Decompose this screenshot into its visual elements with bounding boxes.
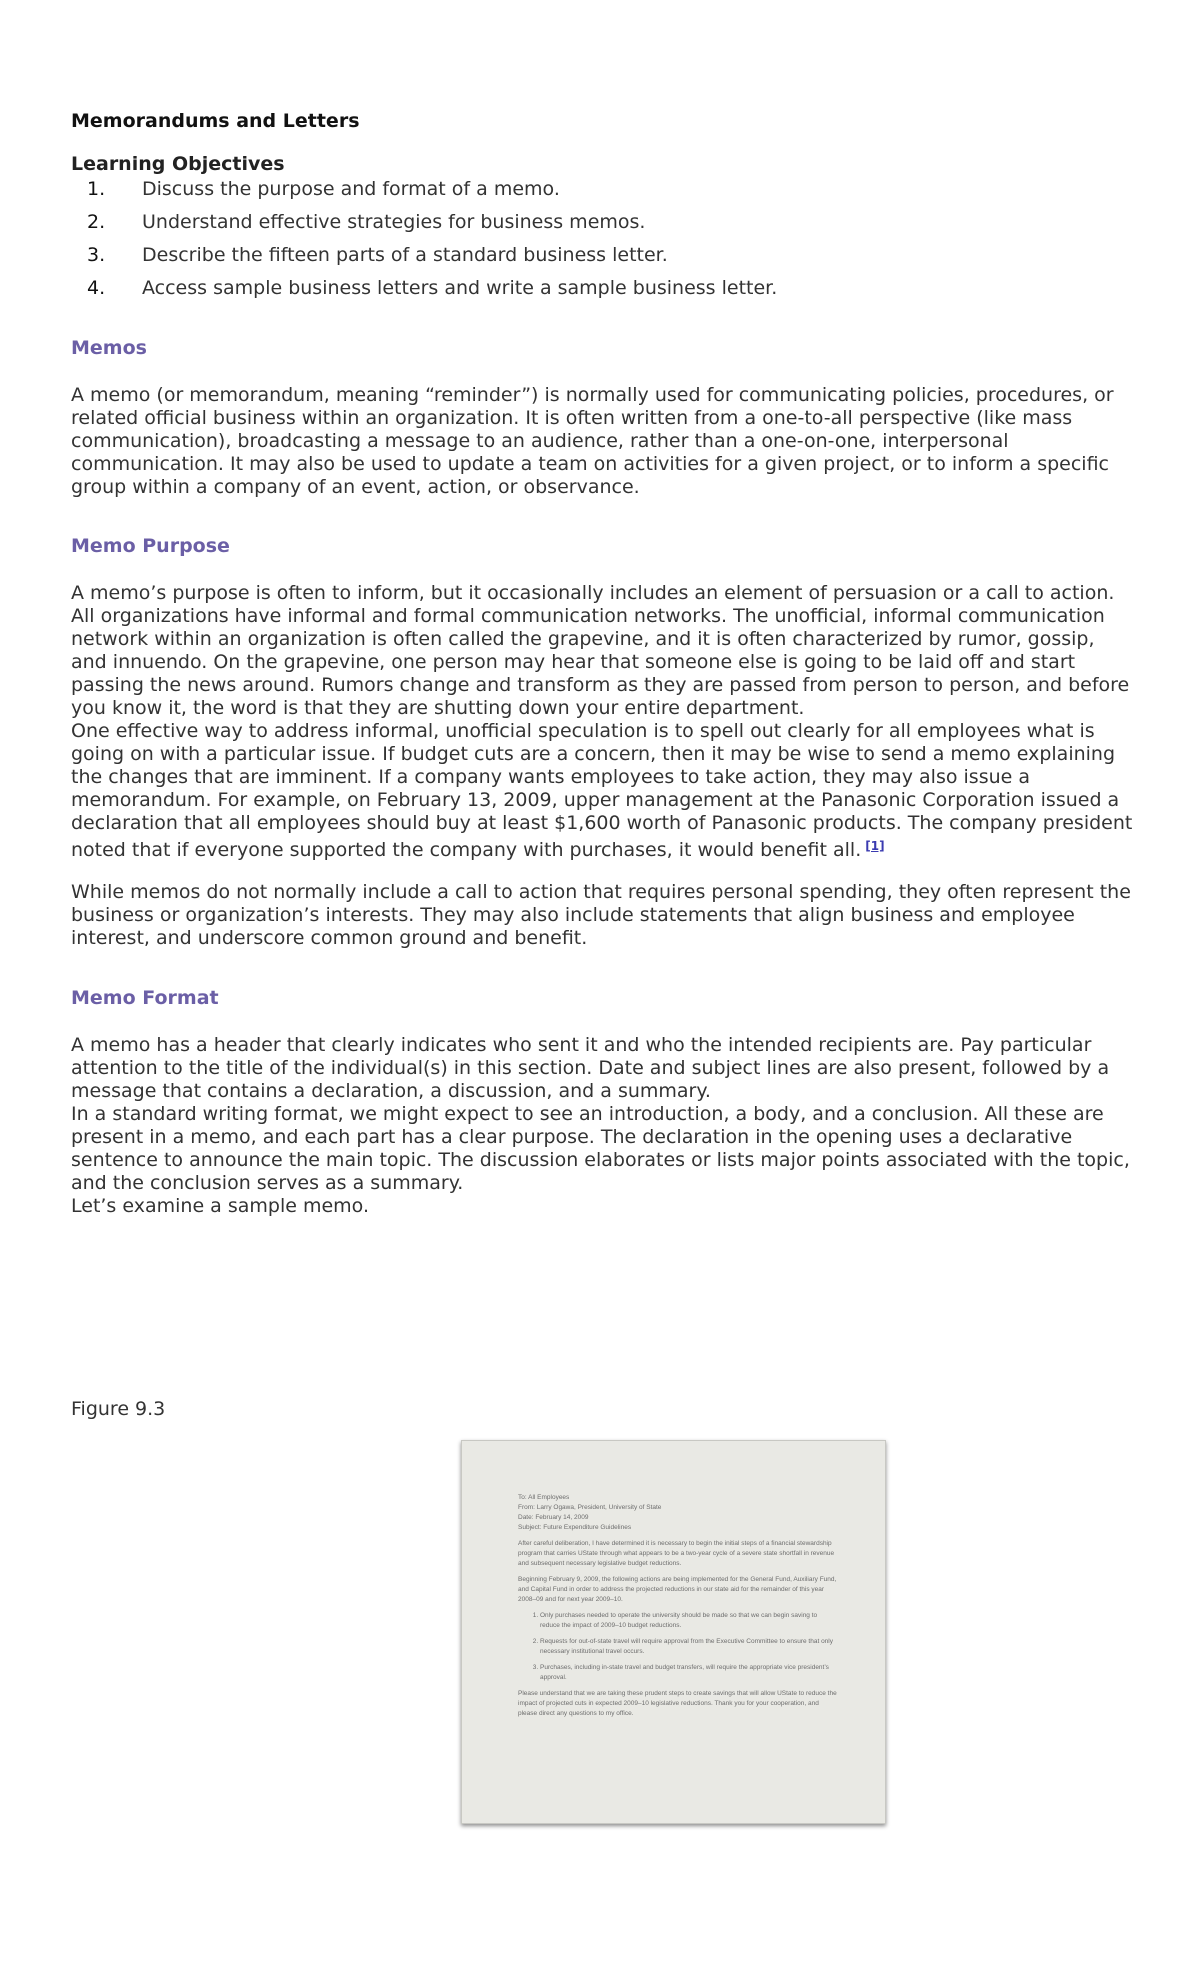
objective-text: Understand effective strategies for business memos. xyxy=(142,211,646,233)
memo-from: From: Larry Ogawa, President, University of State xyxy=(518,1504,662,1511)
memo-purpose-heading: Memo Purpose xyxy=(71,535,230,557)
memo-purpose-paragraph-2 xyxy=(71,720,1135,862)
memo-body-paragraph-1: After careful deliberation, I have determined it is necessary to begin the initial steps of a financial stewardship program that carries UState through what appears to be a two-year cycle of a severe state shortfall in revenue and subsequent necessary legislative budget reductions. xyxy=(518,1540,835,1567)
figure-label: Figure 9.3 xyxy=(71,1398,166,1420)
memo-body-paragraph-3: Please understand that we are taking these prudent steps to create savings that will allow UState to reduce the impact of projected cuts in expected 2009–10 legislative reductions. Thank you for your cooperation, and please direct any questions to my office. xyxy=(518,1690,837,1717)
memo-purpose-paragraph-1: A memo’s purpose is often to inform, but it occasionally includes an element of persuasion or a call to action. All organizations have informal and formal communication networks. The unofficial, informal communication network within an organization is often called the grapevine, and it is often characterized by rumor, gossip, and innuendo. On the grapevine, one person may hear that someone else is going to be laid off and start passing the news around. Rumors change and transform as they are passed from person to person, and before you know it, the word is that they are shutting down your entire department. xyxy=(71,582,1130,719)
memo-action-list xyxy=(518,1611,838,1683)
objective-text: Discuss the purpose and format of a memo. xyxy=(142,178,560,200)
objective-number: 4. xyxy=(87,277,106,299)
memo-format-heading: Memo Format xyxy=(71,987,219,1009)
objective-number: 3. xyxy=(87,244,106,266)
memo-to: To: All Employees xyxy=(518,1494,570,1501)
learning-objectives-heading: Learning Objectives xyxy=(71,153,285,175)
memo-action-item: 1. Only purchases needed to operate the university should be made so that we can begin saving to reduce the impact of 2009–10 budget reductions. xyxy=(540,1611,838,1631)
memos-paragraph: A memo (or memorandum, meaning “reminder”) is normally used for communicating policies, procedures, or related official business within an organization. It is often written from a one-to-all perspective (like mass communication), broadcasting a message to an audience, rather than a one-on-one, interpersonal communication. It may also be used to update a team on activities for a given project, or to inform a specific group within a company of an event, action, or observance. xyxy=(71,384,1114,498)
memo-format-paragraph-2: In a standard writing format, we might expect to see an introduction, a body, and a conclusion. All these are present in a memo, and each part has a clear purpose. The declaration in the opening uses a declarative sentence to announce the main topic. The discussion elaborates or lists major points associated with the topic, and the conclusion serves as a summary. xyxy=(71,1103,1130,1194)
memo-action-item: 3. Purchases, including in-state travel and budget transfers, will require the appropriate vice president’s approval. xyxy=(540,1663,838,1683)
memos-heading: Memos xyxy=(71,337,147,359)
memo-purpose-paragraph-3: While memos do not normally include a call to action that requires personal spending, they often represent the business or organization’s interests. They may also include statements that align business and employee interest, and underscore common ground and benefit. xyxy=(71,881,1131,949)
objective-text: Describe the fifteen parts of a standard business letter. xyxy=(142,244,668,266)
document-title: Memorandums and Letters xyxy=(71,110,360,132)
memo-body-paragraph-2: Beginning February 9, 2009, the following actions are being implemented for the General Fund, Auxiliary Fund, and Capital Fund in order to address the projected reductions in our state aid for the remainder of this year 2008–09 and for next year 2009–10. xyxy=(518,1576,837,1603)
memo-format-paragraph-3: Let’s examine a sample memo. xyxy=(71,1195,370,1217)
footnote-link[interactable]: [1] xyxy=(865,839,885,853)
memo-purpose-paragraph-2-text: One effective way to address informal, unofficial speculation is to spell out clearly for all employees what is going on with a particular issue. If budget cuts are a concern, then it may be wise to send a memo explaining the changes that are imminent. If a company wants employees to take action, they may also issue a memorandum. For example, on February 13, 2009, upper management at the Panasonic Corporation issued a declaration that all employees should buy at least $1,600 worth of Panasonic products. The company president noted that if everyone supported the company with purchases, it would benefit all. xyxy=(71,720,1133,861)
sample-memo-content xyxy=(518,1493,838,1725)
memo-format-paragraph-1: A memo has a header that clearly indicates who sent it and who the intended recipients are. Pay particular attention to the title of the individual(s) in this section. Date and subject lines are also present, followed by a message that contains a declaration, a discussion, and a summary. xyxy=(71,1034,1110,1102)
memo-subject: Subject: Future Expenditure Guidelines xyxy=(518,1524,632,1531)
sample-memo-image xyxy=(461,1440,886,1824)
objective-number: 2. xyxy=(87,211,106,233)
objective-number: 1. xyxy=(87,178,106,200)
memo-header xyxy=(518,1493,838,1533)
memo-date: Date: February 14, 2009 xyxy=(518,1514,589,1521)
memo-action-item: 2. Requests for out-of-state travel will require approval from the Executive Committee to ensure that only necessary institutional travel occurs. xyxy=(540,1637,838,1657)
objective-text: Access sample business letters and write a sample business letter. xyxy=(142,277,778,299)
